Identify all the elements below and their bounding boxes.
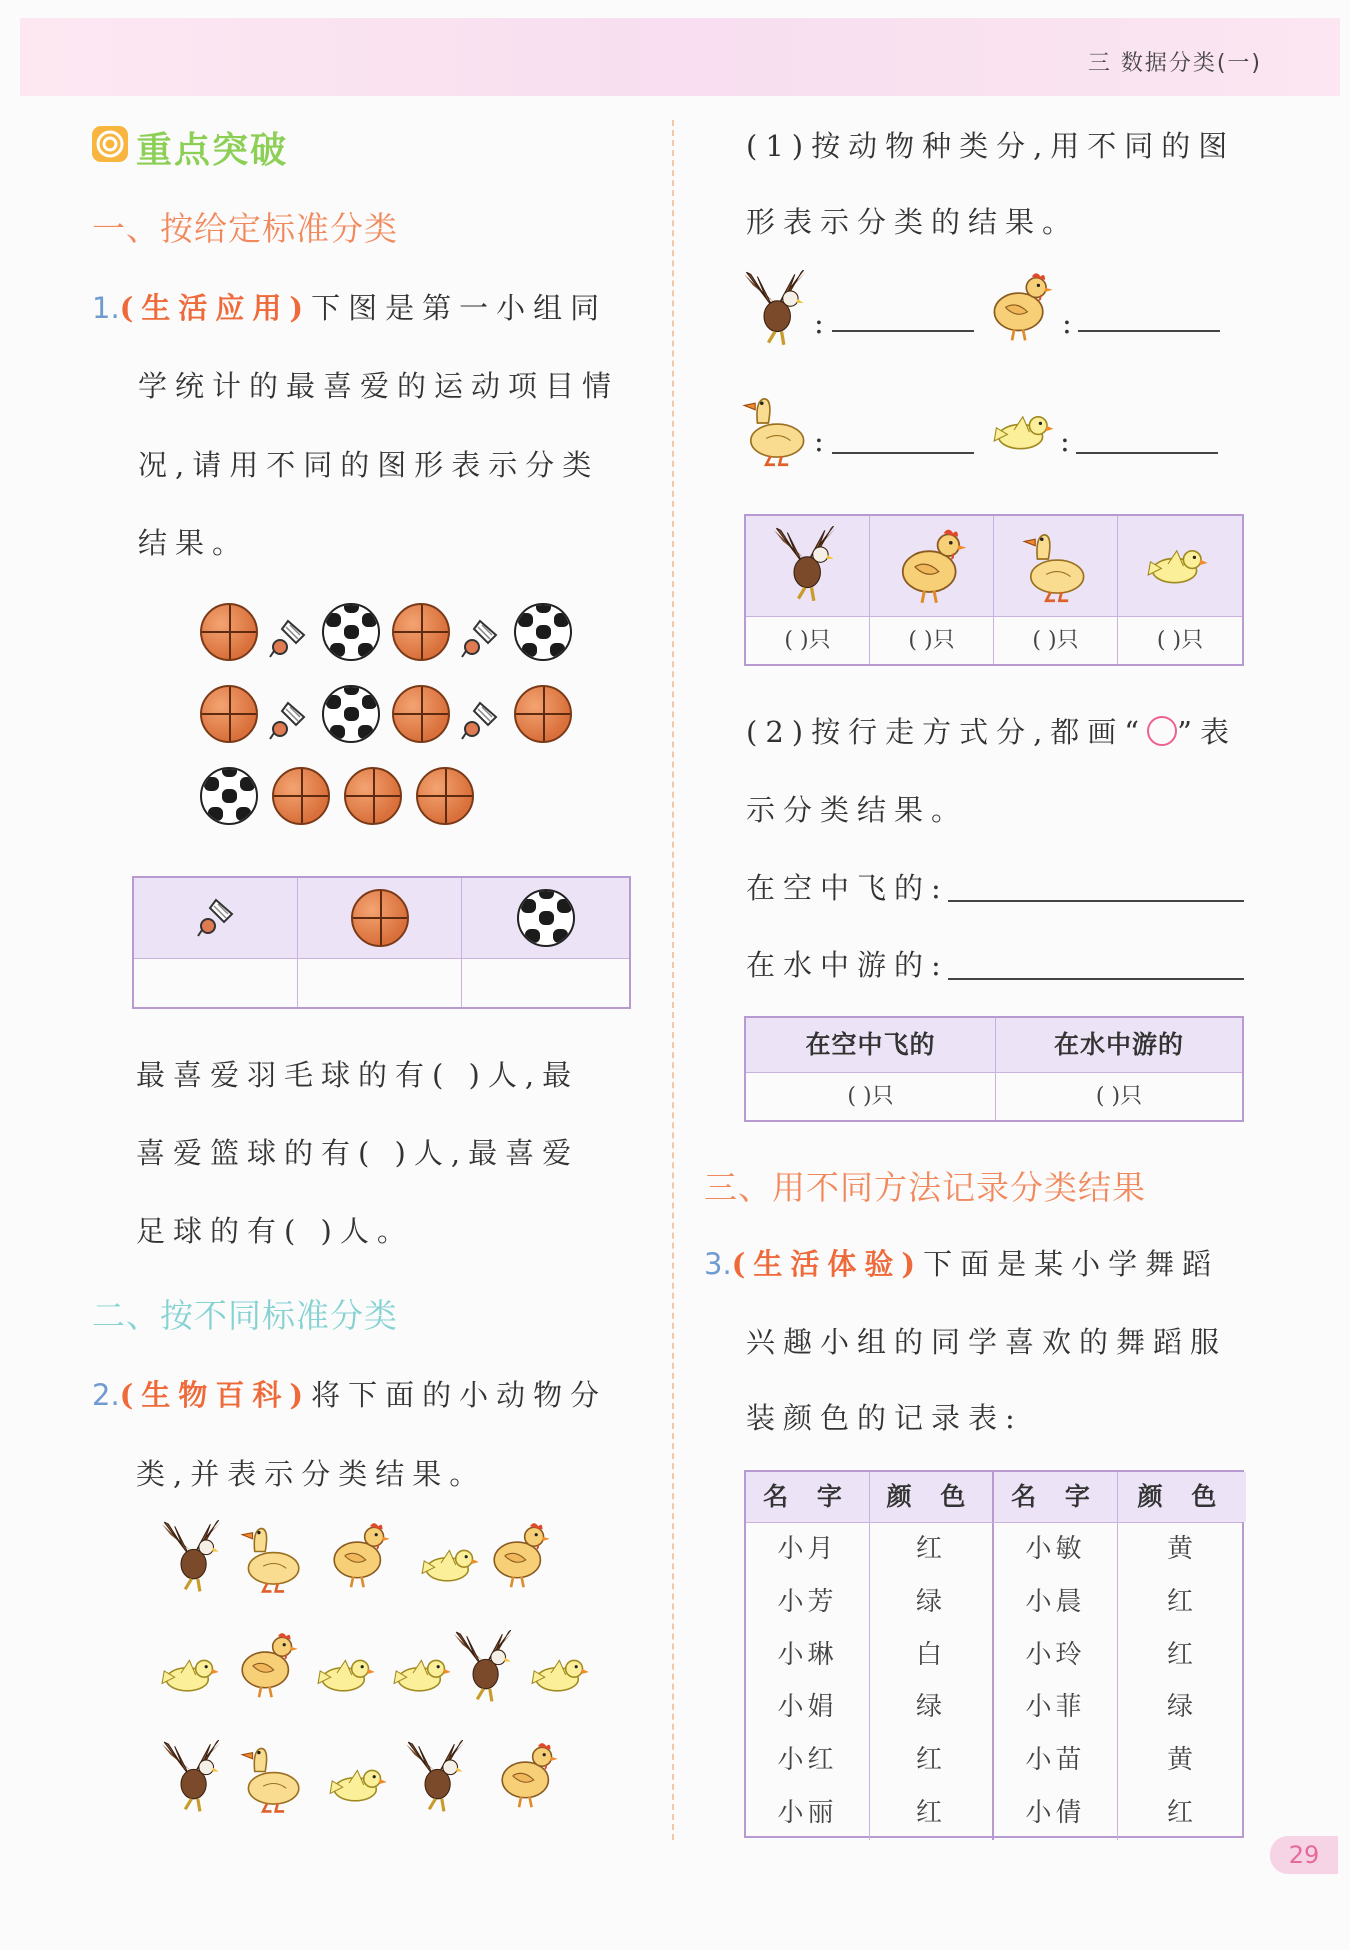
- soccer-ball-icon: [322, 603, 380, 661]
- q1-answer-cell[interactable]: [134, 959, 298, 1007]
- section-2-title: 二、按不同标准分类: [92, 1296, 398, 1335]
- table-cell: 小琳: [746, 1629, 870, 1682]
- q1-line-2: 学统计的最喜爱的运动项目情: [138, 369, 620, 403]
- q3-number: 3.: [704, 1247, 732, 1281]
- q2-part1-table: [744, 514, 1244, 666]
- table-cell: 黄: [1166, 1534, 1197, 1564]
- q1-answer-cell[interactable]: [462, 959, 629, 1007]
- column-divider: [672, 120, 674, 1840]
- q1-answer-line-3: 足球的有( )人。: [136, 1214, 414, 1248]
- duck-icon: [240, 1740, 303, 1818]
- fly-answer-line[interactable]: [948, 900, 1244, 902]
- swim-answer-line[interactable]: [948, 978, 1244, 980]
- q3-text: 下面是某小学舞蹈: [923, 1247, 1220, 1281]
- basketball-icon: [392, 685, 450, 743]
- q1-number: 1.: [92, 291, 120, 325]
- table-cell: 小玲: [994, 1629, 1118, 1682]
- q1-text: 下图是第一小组同: [311, 291, 608, 325]
- target-icon: [92, 126, 128, 162]
- eagle-icon: [160, 1740, 223, 1818]
- animal-grid: [160, 1520, 610, 1850]
- hen-icon: [330, 1520, 393, 1593]
- basketball-icon: [200, 685, 258, 743]
- fly-count-cell[interactable]: ( )只: [746, 1073, 996, 1120]
- hen-icon: [238, 1630, 301, 1703]
- table-cell: 小菲: [994, 1681, 1118, 1734]
- duck-icon: [742, 390, 808, 471]
- table-cell: 小娟: [746, 1681, 870, 1734]
- q1-tally-table: [132, 876, 631, 1009]
- table-cell: 小晨: [994, 1576, 1118, 1629]
- table-header: 名 字: [746, 1472, 870, 1522]
- count-cell[interactable]: ( )只: [994, 617, 1118, 664]
- chick-icon: [992, 408, 1056, 456]
- basketball-icon: [392, 603, 450, 661]
- soccer-ball-icon: [514, 603, 572, 661]
- q2-part2-line-1: (2)按行走方式分,都画“ ”表: [746, 715, 1237, 749]
- q3-line-2: 兴趣小组的同学喜欢的舞蹈服: [746, 1325, 1228, 1359]
- count-cell[interactable]: ( )只: [1156, 628, 1204, 653]
- soccer-ball-icon: [200, 767, 258, 825]
- basketball-icon: [514, 685, 572, 743]
- q1-line-3: 况,请用不同的图形表示分类: [138, 448, 600, 482]
- table-cell: 绿: [1166, 1692, 1197, 1723]
- duck-answer-line[interactable]: [832, 452, 974, 454]
- table-cell: 红: [1166, 1639, 1197, 1670]
- table-cell: 小丽: [746, 1787, 870, 1840]
- swim-label: 在水中游的:: [746, 948, 949, 982]
- fly-label: 在空中飞的:: [746, 871, 949, 905]
- hen-icon: [490, 1520, 553, 1593]
- hen-icon: [990, 270, 1056, 347]
- chick-answer-line[interactable]: [1076, 452, 1218, 454]
- header-fly: 在空中飞的: [746, 1018, 996, 1072]
- q2-part1-line-1: (1)按动物种类分,用不同的图: [746, 129, 1236, 163]
- dance-color-table: [744, 1470, 1244, 1838]
- basketball-icon: [200, 603, 258, 661]
- table-cell: 白: [870, 1629, 994, 1682]
- chick-icon: [1146, 542, 1210, 590]
- table-header: 颜 色: [1118, 1472, 1246, 1522]
- soccer-ball-icon: [322, 685, 380, 743]
- q3-line-3: 装颜色的记录表:: [746, 1401, 1023, 1435]
- table-cell: 绿: [870, 1681, 994, 1734]
- duck-icon: [240, 1520, 303, 1598]
- table-cell: 小倩: [994, 1787, 1118, 1840]
- hen-answer-line[interactable]: [1078, 330, 1220, 332]
- table-cell: 红: [870, 1523, 994, 1576]
- q1-answer-line-1: 最喜爱羽毛球的有( )人,最: [136, 1058, 580, 1092]
- chapter-title: 三 数据分类(一): [1087, 51, 1262, 76]
- q2-tag: (生物百科): [119, 1378, 312, 1412]
- badge-title: 重点突破: [136, 130, 289, 171]
- q2-line-2: 类,并表示分类结果。: [136, 1457, 487, 1491]
- basketball-icon: [351, 889, 409, 947]
- count-cell[interactable]: ( )只: [746, 617, 870, 664]
- eagle-icon: [742, 270, 808, 351]
- eagle-icon: [772, 526, 838, 607]
- q1-line-1: [92, 286, 607, 327]
- chick-icon: [392, 1652, 453, 1698]
- page-number: 29: [1270, 1836, 1338, 1874]
- q1-answer-cell[interactable]: [298, 959, 462, 1007]
- q3-line-1: [704, 1242, 1219, 1283]
- chick-icon: [160, 1652, 221, 1698]
- table-header: 颜 色: [870, 1472, 994, 1522]
- circle-icon: [1147, 716, 1177, 746]
- eagle-icon: [404, 1740, 467, 1818]
- section-3-title: 三、用不同方法记录分类结果: [704, 1168, 1146, 1207]
- table-cell: 红: [1166, 1798, 1197, 1828]
- chick-icon: [328, 1762, 389, 1808]
- chick-icon: [530, 1652, 591, 1698]
- header-swim: 在水中游的: [996, 1018, 1242, 1072]
- chick-icon: [316, 1652, 377, 1698]
- table-header: 名 字: [994, 1472, 1118, 1522]
- q2-line-1: [92, 1373, 607, 1414]
- table-cell: 小红: [746, 1734, 870, 1787]
- q2-text: 将下面的小动物分: [311, 1378, 608, 1412]
- q2-number: 2.: [92, 1378, 120, 1412]
- q2-part2-line-2: 示分类结果。: [746, 793, 969, 827]
- count-cell[interactable]: ( )只: [870, 617, 994, 664]
- q1-answer-line-2: 喜爱篮球的有( )人,最喜爱: [136, 1136, 580, 1170]
- basketball-icon: [272, 767, 330, 825]
- ball-grid: [200, 603, 580, 833]
- table-cell: 小月: [746, 1523, 870, 1576]
- table-cell: 小敏: [994, 1523, 1118, 1576]
- q2-part2-table: [744, 1016, 1244, 1122]
- hen-icon: [898, 526, 970, 609]
- q1-line-4: 结果。: [138, 526, 250, 560]
- table-cell: 红: [870, 1734, 994, 1787]
- eagle-icon: [160, 1520, 223, 1598]
- swim-count-cell[interactable]: ( )只: [1095, 1084, 1143, 1109]
- soccer-ball-icon: [517, 889, 575, 947]
- table-cell: 小芳: [746, 1576, 870, 1629]
- hen-icon: [498, 1740, 561, 1813]
- q3-tag: (生活体验): [731, 1247, 924, 1281]
- basketball-icon: [416, 767, 474, 825]
- table-cell: 黄: [1166, 1745, 1197, 1776]
- duck-icon: [1022, 526, 1088, 607]
- section-1-title: 一、按给定标准分类: [92, 209, 398, 248]
- q1-tag: (生活应用): [119, 291, 312, 325]
- table-cell: 绿: [870, 1576, 994, 1629]
- table-cell: 红: [870, 1787, 994, 1840]
- eagle-icon: [452, 1630, 515, 1708]
- eagle-answer-line[interactable]: [832, 330, 974, 332]
- basketball-icon: [344, 767, 402, 825]
- chick-icon: [420, 1542, 481, 1588]
- table-cell: 小苗: [994, 1734, 1118, 1787]
- table-cell: 红: [1166, 1586, 1197, 1617]
- q2-part1-line-2: 形表示分类的结果。: [746, 205, 1080, 239]
